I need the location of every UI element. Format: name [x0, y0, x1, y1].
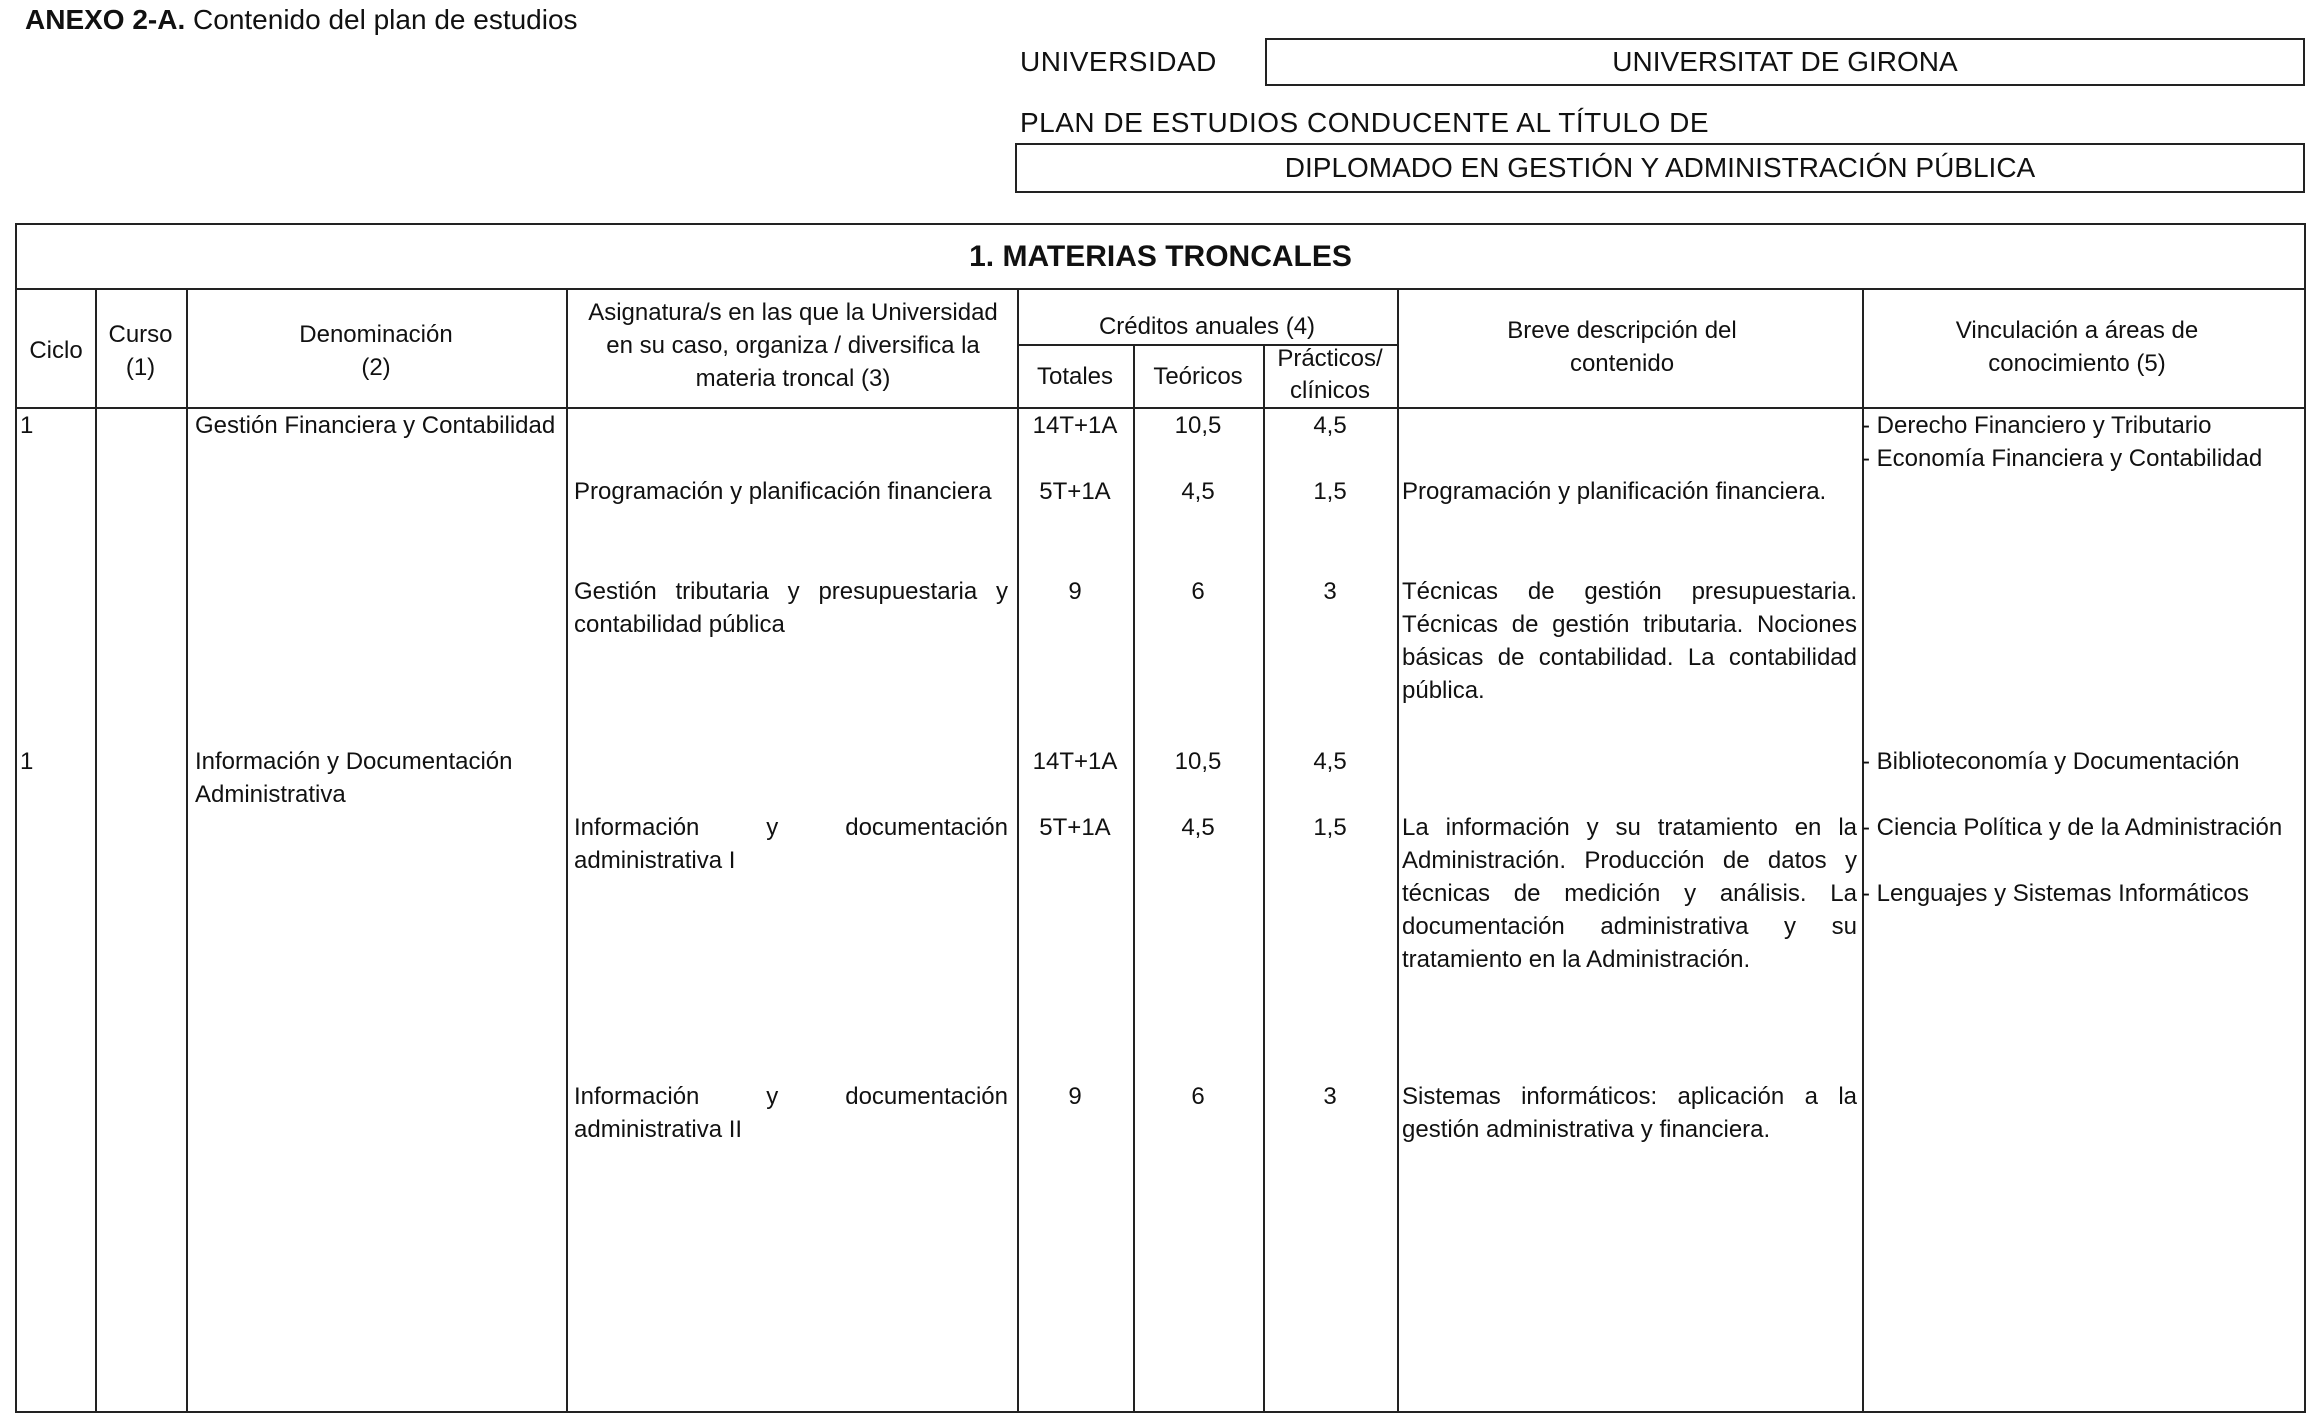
subject-description: Sistemas informáticos: aplicación a la gestión administrativa y financiera. [1402, 1083, 1857, 1143]
subject-name: Información y documentación administrativa II [574, 1083, 1008, 1143]
row-denominacion: Información y Documentación Administrativa [195, 748, 513, 808]
subject-teoricos: 6 [1191, 1083, 1205, 1110]
row-ciclo: 1 [20, 748, 34, 775]
col-line-denominacion [186, 288, 188, 1411]
row-ciclo: 1 [20, 412, 34, 439]
subject-totales: 5T+1A [1039, 814, 1111, 841]
subject-description: La información y su tratamiento en la Administración. Producción de datos y técnicas de medición y análisis. La documentación administrativa y su tratamiento en la Administración. [1402, 814, 1857, 973]
row-area: - Ciencia Política y de la Administración [1862, 814, 2283, 841]
header-denominacion: Denominación (2) [299, 321, 453, 381]
row-denominacion: Gestión Financiera y Contabilidad [195, 412, 556, 439]
row-practicos: 4,5 [1313, 748, 1347, 775]
subject-description: Programación y planificación financiera. [1402, 478, 1827, 505]
header-creditos: Créditos anuales (4) [1098, 313, 1316, 340]
col-line-descripcion [1397, 288, 1399, 1411]
subject-teoricos: 4,5 [1181, 478, 1215, 505]
university-label: UNIVERSIDAD [1020, 46, 1217, 77]
row-area: - Derecho Financiero y Tributario [1862, 412, 2212, 439]
row-teoricos: 10,5 [1174, 748, 1222, 775]
row-practicos: 4,5 [1313, 412, 1347, 439]
university-value: UNIVERSITAT DE GIRONA [1265, 38, 2305, 86]
subject-description: Técnicas de gestión presupuestaria. Técnicas de gestión tributaria. Nociones básicas de contabilidad. La contabilidad pública. [1402, 578, 1857, 704]
header-practicos: Prácticos/ clínicos [1277, 345, 1383, 404]
col-line-totales [1017, 288, 1019, 1411]
subject-totales: 9 [1068, 1083, 1082, 1110]
subject-practicos: 3 [1323, 1083, 1337, 1110]
header-descripcion: Breve descripción del contenido [1507, 317, 1737, 377]
row-totales: 14T+1A [1032, 748, 1118, 775]
subject-practicos: 3 [1323, 578, 1337, 605]
row-area: - Lenguajes y Sistemas Informáticos [1862, 880, 2249, 907]
header-ciclo: Ciclo [29, 337, 83, 364]
rule-title [17, 288, 2304, 290]
subject-totales: 5T+1A [1039, 478, 1111, 505]
subject-name: Información y documentación administrativa I [574, 814, 1008, 874]
header-curso: Curso (1) [108, 321, 173, 381]
col-line-asignaturas [566, 288, 568, 1411]
section-title: 1. MATERIAS TRONCALES [969, 240, 1352, 273]
subject-totales: 9 [1068, 578, 1082, 605]
subject-practicos: 1,5 [1313, 814, 1347, 841]
subject-teoricos: 6 [1191, 578, 1205, 605]
subject-name: Gestión tributaria y presupuestaria y contabilidad pública [574, 578, 1008, 638]
row-teoricos: 10,5 [1174, 412, 1222, 439]
col-line-curso [95, 288, 97, 1411]
row-area: - Economía Financiera y Contabilidad [1862, 445, 2263, 472]
plan-label: PLAN DE ESTUDIOS CONDUCENTE AL TÍTULO DE [1020, 107, 1710, 138]
header-vinculacion: Vinculación a áreas de conocimiento (5) [1955, 317, 2199, 377]
plan-value: DIPLOMADO EN GESTIÓN Y ADMINISTRACIÓN PÚBLICA [1015, 143, 2305, 193]
subject-teoricos: 4,5 [1181, 814, 1215, 841]
annex-title: ANEXO 2-A. Contenido del plan de estudios [25, 4, 578, 35]
header-asignaturas: Asignatura/s en las que la Universidad en su caso, organiza / diversifica la materia troncal (3) [588, 299, 998, 392]
header-totales: Totales [1036, 363, 1114, 390]
header-teoricos: Teóricos [1153, 363, 1243, 390]
row-area: - Biblioteconomía y Documentación [1862, 748, 2240, 775]
subject-practicos: 1,5 [1313, 478, 1347, 505]
subject-name: Programación y planificación financiera [574, 478, 992, 505]
row-totales: 14T+1A [1032, 412, 1118, 439]
